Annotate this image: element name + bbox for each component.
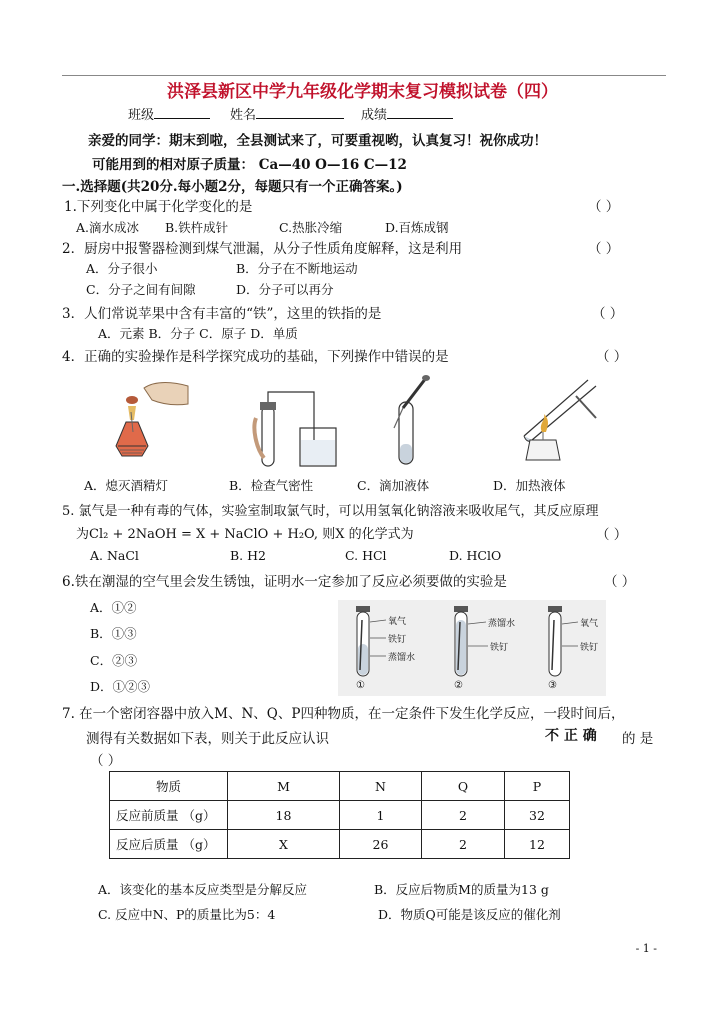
q5-option-d: D. HClO [449, 548, 502, 563]
drip-liquid-figure [386, 374, 430, 470]
answer-paren-2: （ ） [588, 241, 620, 257]
tube1-label-oxygen: 氧气 [388, 617, 407, 627]
table-cell: 2 [422, 830, 505, 859]
table-cell: 2 [422, 801, 505, 830]
section-heading: 一.选择题(共20分.每小题2分，每题只有一个正确答案。) [62, 179, 403, 195]
table-cell: 26 [340, 830, 422, 859]
score-label: 成绩 [361, 104, 453, 123]
q1-option-a: A.滴水成冰 [76, 220, 140, 235]
mass-table [109, 771, 570, 859]
question-7-emphasis: 不 正 确 [545, 728, 597, 744]
q2-option-d: D．分子可以再分 [236, 282, 334, 297]
q1-option-b: B.铁杵成针 [165, 220, 229, 235]
q2-option-c: C．分子之间有间隙 [86, 282, 196, 297]
answer-paren-7: （ ） [90, 753, 122, 769]
q7-option-c: C. 反应中N、P的质量比为5：4 [98, 907, 276, 922]
atomic-masses: 可能用到的相对原子质量： Ca—40 O—16 C—12 [92, 157, 407, 173]
name-label: 姓名 [230, 104, 344, 123]
answer-paren-4: （ ） [596, 349, 628, 365]
table-header-cell: 物质 [110, 772, 228, 801]
tube1-label-water: 蒸馏水 [388, 653, 416, 663]
tube3-number: ③ [548, 680, 557, 691]
q3-options: A．元素 B．分子 C．原子 D．单质 [98, 326, 298, 341]
question-7: 7. 在一个密闭容器中放入M、N、Q、P四种物质，在一定条件下发生化学反应，一段时间后， [62, 706, 625, 722]
table-header-row [110, 772, 570, 801]
top-rule [62, 75, 666, 76]
question-7-line2: 测得有关数据如下表，则关于此反应认识 [86, 731, 329, 747]
tube2-label-water: 蒸馏水 [488, 619, 516, 629]
table-cell: 1 [340, 801, 422, 830]
table-row [110, 801, 570, 830]
question-4: 4．正确的实验操作是科学探究成功的基础，下列操作中错误的是 [62, 349, 449, 365]
airtightness-figure [252, 388, 344, 470]
question-5-equation: 为Cl₂ + 2NaOH = X + NaClO + H₂O, 则X 的化学式为 [76, 527, 414, 542]
question-1: 1.下列变化中属于化学变化的是 [64, 199, 253, 215]
question-5: 5. 氯气是一种有毒的气体，实验室制取氯气时，可以用氢氧化钠溶液来吸收尾气，其反应原理 [62, 504, 599, 519]
question-3: 3．人们常说苹果中含有丰富的“铁”，这里的铁指的是 [62, 306, 382, 322]
test-tubes-drawing [338, 600, 606, 696]
q5-option-c: C. HCl [345, 548, 387, 563]
q4-option-b: B．检查气密性 [229, 478, 314, 493]
heat-liquid-figure [516, 374, 606, 470]
tube1-number: ① [356, 680, 365, 691]
table-header-cell: Q [422, 772, 505, 801]
answer-paren-5: （ ） [596, 527, 628, 543]
tube2-number: ② [454, 680, 463, 691]
q1-option-d: D.百炼成钢 [385, 220, 449, 235]
table-header-cell: P [505, 772, 570, 801]
rust-experiment-figure [338, 600, 606, 696]
question-6: 6.铁在潮湿的空气里会发生锈蚀，证明水一定参加了反应必须要做的实验是 [62, 574, 507, 590]
answer-paren-6: （ ） [604, 574, 636, 590]
class-label: 班级 [128, 104, 210, 123]
q4-option-d: D．加热液体 [493, 478, 566, 493]
answer-paren-3: （ ） [592, 306, 624, 322]
table-cell: 32 [505, 801, 570, 830]
table-header-cell: M [228, 772, 340, 801]
answer-paren-1: （ ） [588, 199, 620, 215]
q5-option-a: A. NaCl [90, 548, 139, 563]
q2-option-b: B．分子在不断地运动 [236, 261, 358, 276]
q6-option-c: C．②③ [90, 653, 138, 668]
table-cell: X [228, 830, 340, 859]
q7-option-d: D．物质Q可能是该反应的催化剂 [378, 907, 561, 922]
question-7-tail: 的 是 [622, 731, 654, 747]
q6-option-a: A．①② [90, 600, 137, 615]
q6-option-b: B．①③ [90, 626, 137, 641]
q6-option-d: D．①②③ [90, 679, 151, 694]
q5-option-b: B. H2 [230, 548, 266, 563]
page-title: 洪泽县新区中学九年级化学期末复习模拟试卷（四） [167, 82, 558, 102]
q7-option-b: B．反应后物质M的质量为13 g [374, 882, 549, 897]
table-cell: 反应前质量 （g） [110, 801, 228, 830]
table-cell: 反应后质量 （g） [110, 830, 228, 859]
greeting: 亲爱的同学：期末到啦，全县测试来了，可要重视哟，认真复习！祝你成功！ [88, 133, 547, 149]
q4-option-c: C．滴加液体 [357, 478, 430, 493]
tube2-label-nail: 铁钉 [490, 643, 509, 653]
tube3-label-oxygen: 氧气 [580, 619, 599, 629]
table-row [110, 830, 570, 859]
table-header-cell: N [340, 772, 422, 801]
tube3-label-nail: 铁钉 [580, 643, 599, 653]
q1-option-c: C.热胀冷缩 [279, 220, 343, 235]
question-2: 2．厨房中报警器检测到煤气泄漏，从分子性质角度解释，这是利用 [62, 241, 463, 257]
q4-option-a: A．熄灭酒精灯 [84, 478, 169, 493]
table-cell: 12 [505, 830, 570, 859]
q2-option-a: A．分子很小 [86, 261, 158, 276]
tube1-label-nail: 铁钉 [388, 635, 407, 645]
extinguish-lamp-figure [104, 376, 194, 468]
table-cell: 18 [228, 801, 340, 830]
page-number: - 1 - [635, 942, 657, 955]
q7-option-a: A．该变化的基本反应类型是分解反应 [98, 882, 308, 897]
